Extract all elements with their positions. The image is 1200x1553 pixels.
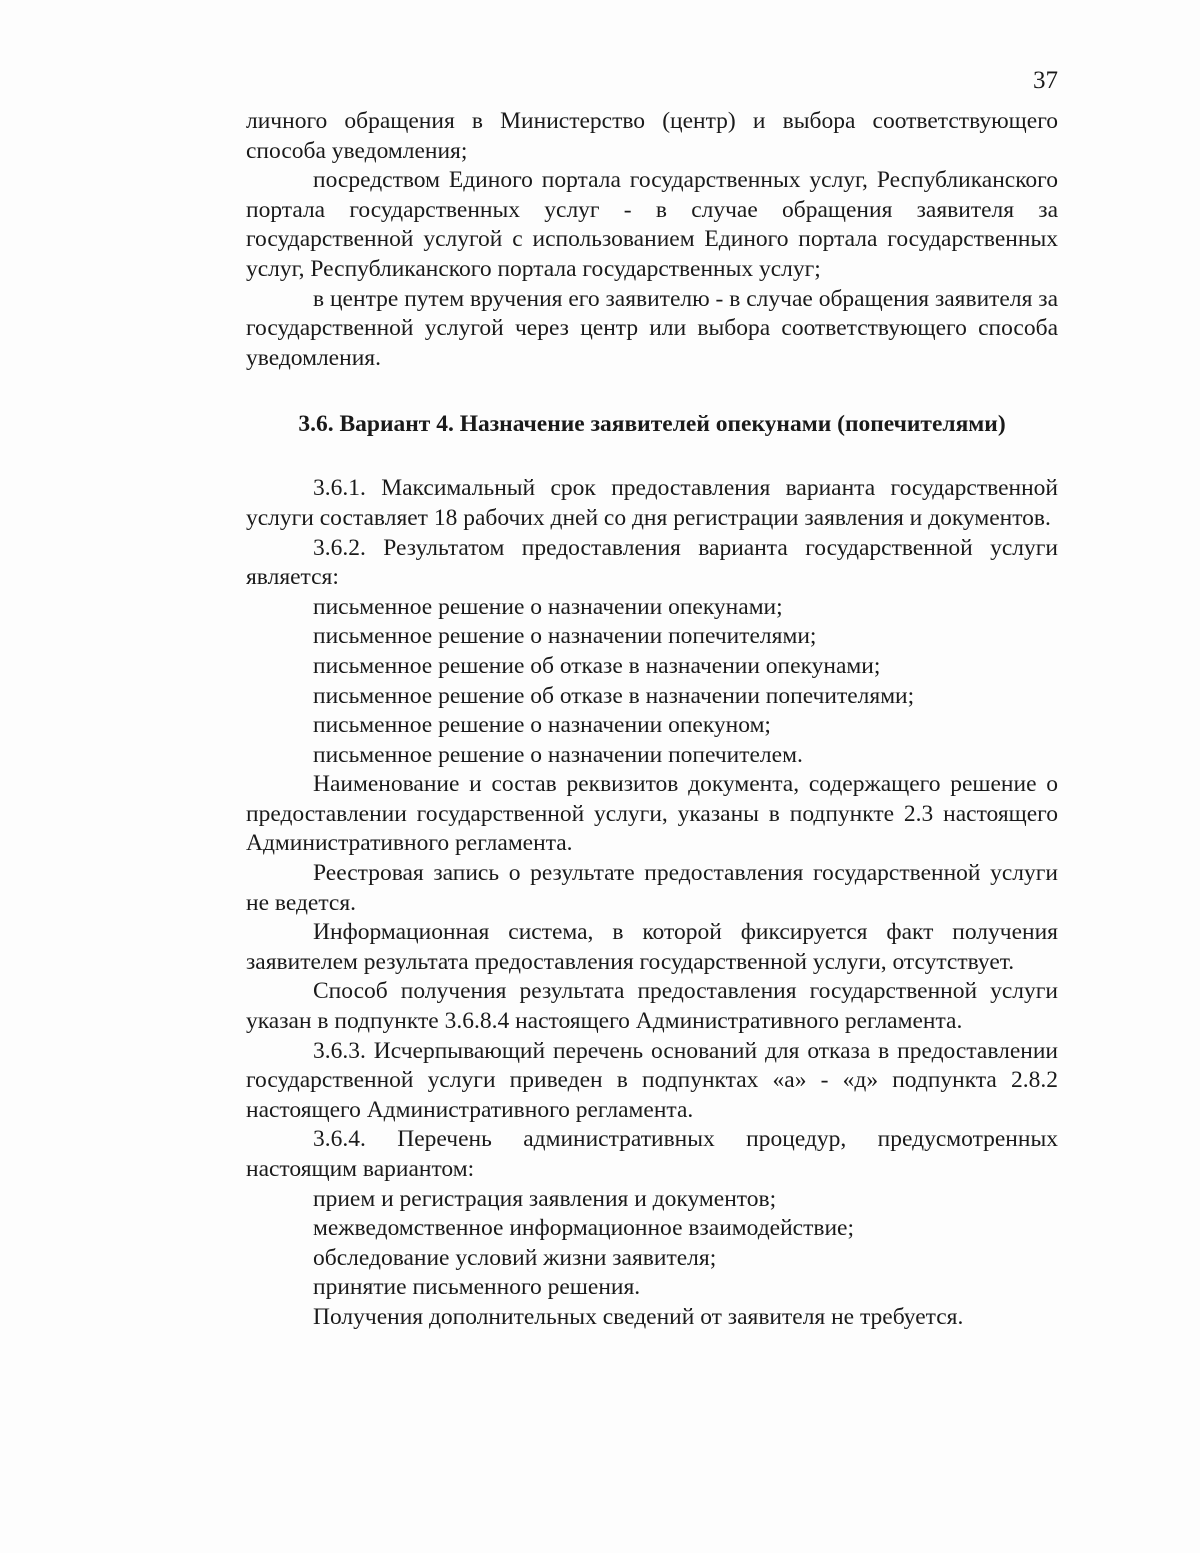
document-body <box>246 107 1058 1333</box>
list-item: Получения дополнительных сведений от заявителя не требуется. <box>313 1303 964 1330</box>
list-item: межведомственное информационное взаимодействие; <box>313 1215 855 1242</box>
paragraph: посредством Единого портала государственных услуг, Республиканского портала государственных услуг - в случае обращения заявителя за государственной услугой с использованием Единого портала государственных услуг, Республиканского портала государственных услуг; <box>246 167 1058 282</box>
section-heading: 3.6. Вариант 4. Назначение заявителей опекунами (попечителями) <box>298 411 1006 438</box>
paragraph: Способ получения результата предоставления государственной услуги указан в подпункте 3.6.8.4 настоящего Административного регламента. <box>246 978 1058 1035</box>
page-number: 37 <box>1033 67 1058 94</box>
list-item: письменное решение о назначении опекуном; <box>313 712 771 739</box>
list-item: принятие письменного решения. <box>313 1274 641 1301</box>
list-item: письменное решение о назначении опекунами; <box>313 593 783 620</box>
paragraph: Наименование и состав реквизитов документа, содержащего решение о предоставлении государственной услуги, указаны в подпункте 2.3 настоящего Административного регламента. <box>246 771 1058 857</box>
list-item: обследование условий жизни заявителя; <box>313 1244 717 1271</box>
paragraph: личного обращения в Министерство (центр) и выбора соответствующего способа уведомления; <box>246 108 1058 164</box>
list-item: прием и регистрация заявления и документов; <box>313 1185 777 1212</box>
section-body-paragraphs <box>246 474 1058 1332</box>
paragraph: 3.6.2. Результатом предоставления варианта государственной услуги является: <box>246 534 1058 591</box>
paragraph: 3.6.4. Перечень административных процедур, предусмотренных настоящим вариантом: <box>246 1126 1058 1182</box>
paragraph: Реестровая запись о результате предоставления государственной услуги не ведется. <box>246 860 1058 916</box>
section-intro-paragraphs <box>246 107 1058 373</box>
paragraph: 3.6.3. Исчерпывающий перечень оснований для отказа в предоставлении государственной услуги приведен в подпунктах «а» - «д» подпункта 2.8.2 настоящего Административного регламента. <box>246 1037 1058 1123</box>
list-item: письменное решение об отказе в назначении попечителями; <box>313 682 915 709</box>
paragraph: в центре путем вручения его заявителю - в случае обращения заявителя за государственной услугой через центр или выбора соответствующего способа уведомления. <box>246 285 1058 371</box>
paragraph: Информационная система, в которой фиксируется факт получения заявителем результата предоставления государственной услуги, отсутствует. <box>246 919 1058 975</box>
list-item: письменное решение об отказе в назначении опекунами; <box>313 652 881 679</box>
paragraph: 3.6.1. Максимальный срок предоставления варианта государственной услуги составляет 18 рабочих дней со дня регистрации заявления и документов. <box>246 475 1058 531</box>
list-item: письменное решение о назначении попечителем. <box>313 741 803 768</box>
list-item: письменное решение о назначении попечителями; <box>313 623 817 650</box>
